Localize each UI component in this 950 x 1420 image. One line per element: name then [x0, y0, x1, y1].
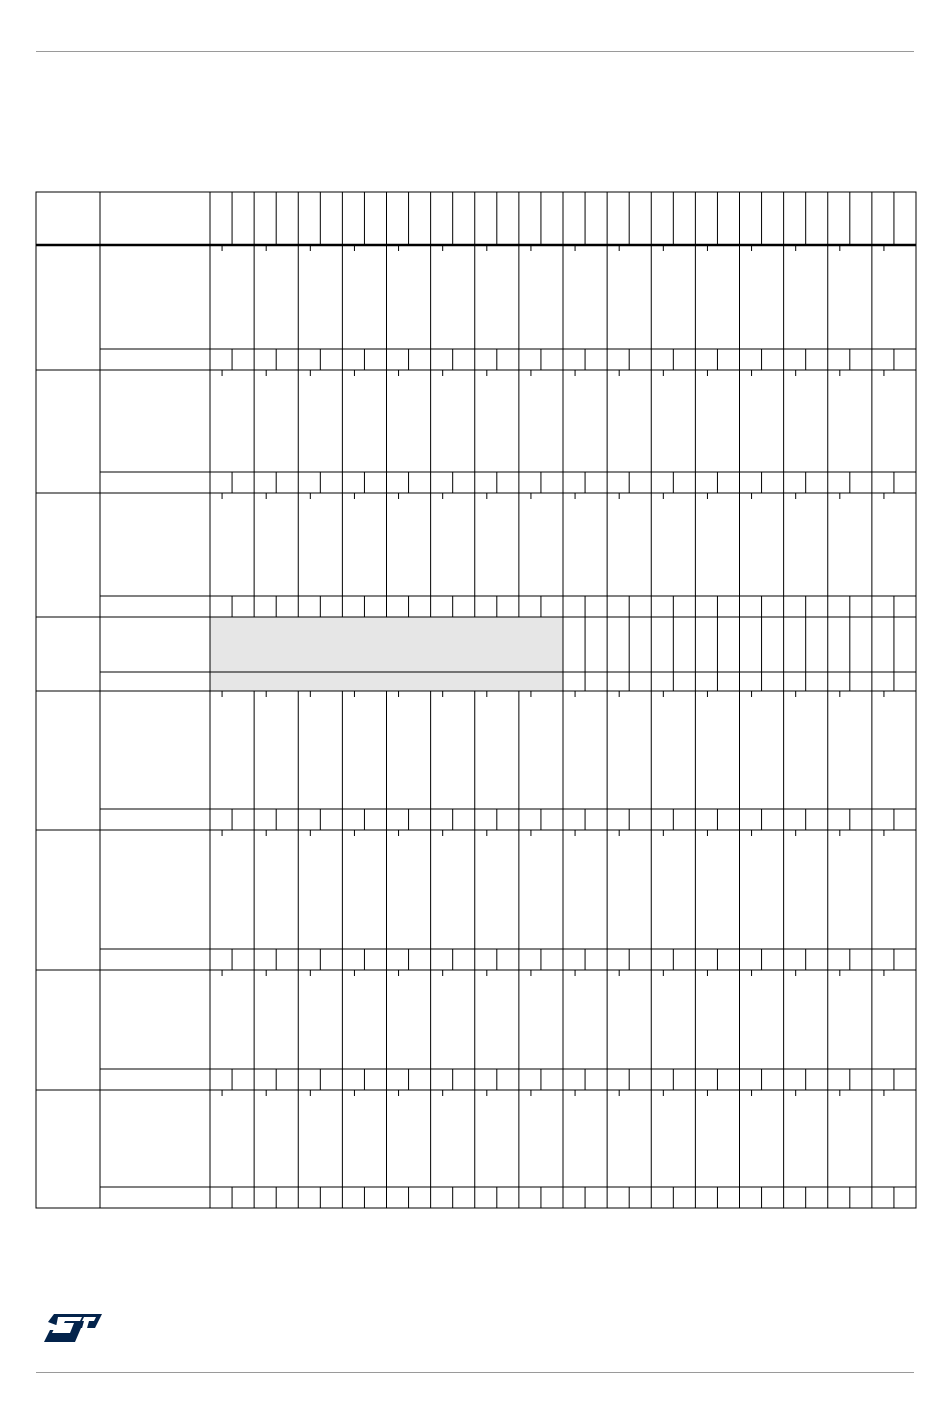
reserved-area [210, 617, 563, 691]
st-logo [44, 1314, 102, 1342]
footer-rule [36, 1372, 914, 1373]
